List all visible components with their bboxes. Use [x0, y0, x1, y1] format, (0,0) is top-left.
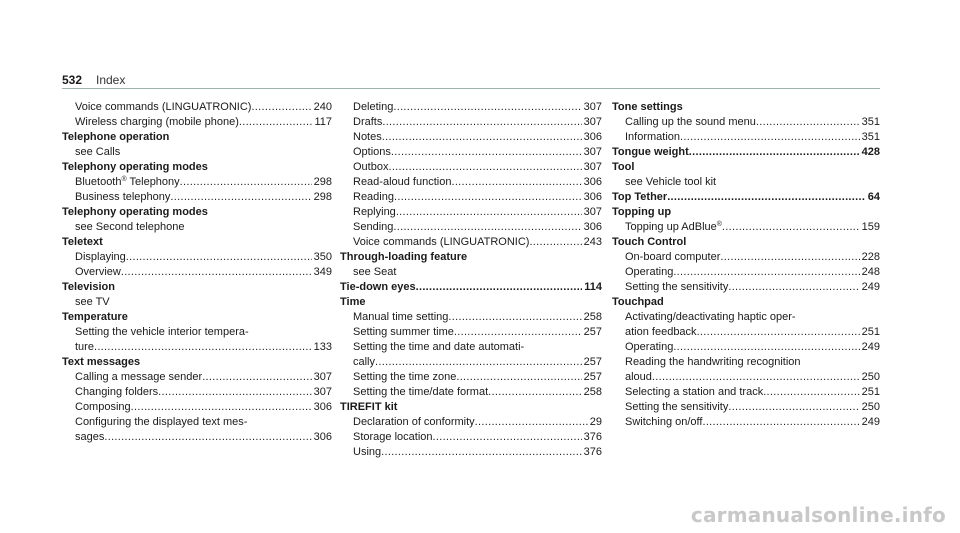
entry-label: cally	[353, 356, 376, 368]
index-column-2	[340, 100, 602, 460]
page-ref: 307	[313, 386, 332, 398]
index-subentry: Configuring the displayed text mes-	[75, 416, 248, 428]
entry-label: Information	[625, 131, 681, 143]
page-ref: 306	[583, 176, 602, 188]
page-ref: 307	[583, 146, 602, 158]
entry-text	[625, 415, 702, 430]
dot-leader	[381, 445, 582, 460]
section-title: Index	[96, 73, 126, 87]
dot-leader	[393, 220, 581, 235]
index-heading: Temperature	[62, 311, 128, 323]
entry-label: Overview	[75, 266, 121, 278]
entry-label: Reading	[353, 191, 394, 203]
dot-leader	[393, 100, 581, 115]
entry-label: Calling a message sender	[75, 371, 203, 383]
dot-leader	[388, 160, 581, 175]
entry-text	[353, 355, 375, 370]
dot-leader	[756, 115, 860, 130]
page-ref: 64	[867, 191, 880, 203]
index-heading: Tool	[612, 161, 635, 173]
page-ref: 428	[861, 146, 880, 158]
entry-label: Read-aloud function	[353, 176, 452, 188]
dot-leader	[394, 190, 582, 205]
dot-leader	[702, 415, 859, 430]
index-entry	[612, 325, 880, 340]
index-entry	[62, 175, 332, 190]
page-ref: 251	[861, 386, 880, 398]
index-heading: Time	[340, 296, 366, 308]
index-entry	[340, 415, 602, 430]
entry-text	[340, 280, 416, 295]
index-entry	[612, 280, 880, 295]
index-entry	[62, 340, 332, 355]
entry-text	[625, 130, 680, 145]
index-heading: Text messages	[62, 356, 141, 368]
index-entry	[62, 115, 332, 130]
dot-leader	[170, 190, 311, 205]
index-entry	[612, 415, 880, 430]
index-entry	[612, 220, 880, 235]
index-heading: Telephony operating modes	[62, 206, 208, 218]
index-entry	[340, 160, 602, 175]
index-entry	[340, 385, 602, 400]
index-entry	[612, 340, 880, 355]
page-ref: 307	[583, 161, 602, 173]
entry-text	[625, 280, 728, 295]
index-entry	[340, 325, 602, 340]
dot-leader	[396, 205, 582, 220]
index-heading-entry	[340, 280, 602, 295]
page-ref: 307	[583, 206, 602, 218]
index-entry	[612, 385, 880, 400]
dot-leader	[121, 265, 312, 280]
index-entry	[62, 400, 332, 415]
index-entry	[612, 130, 880, 145]
index-entry	[340, 430, 602, 445]
page-header	[62, 72, 880, 89]
dot-leader	[416, 280, 583, 295]
entry-label: Options	[353, 146, 391, 158]
index-heading: Teletext	[62, 236, 103, 248]
index-entry	[62, 265, 332, 280]
entry-text	[353, 160, 388, 175]
entry-text	[353, 220, 393, 235]
index-heading: Through-loading feature	[340, 251, 468, 263]
entry-label: Tongue weight	[612, 146, 689, 158]
index-entry	[340, 355, 602, 370]
page-ref: 258	[583, 311, 602, 323]
entry-text	[75, 190, 170, 205]
page-ref: 249	[861, 281, 880, 293]
entry-text	[353, 115, 382, 130]
dot-leader	[728, 280, 859, 295]
entry-text	[353, 385, 488, 400]
entry-label: Operating	[625, 266, 674, 278]
index-entry	[340, 100, 602, 115]
index-entry	[340, 145, 602, 160]
page-ref: 307	[313, 371, 332, 383]
entry-label: Top Tether	[612, 191, 668, 203]
dot-leader	[667, 190, 866, 205]
index-heading: Topping up	[612, 206, 672, 218]
entry-text	[625, 250, 720, 265]
entry-text	[353, 370, 456, 385]
entry-label: Business telephony	[75, 191, 171, 203]
dot-leader	[456, 370, 581, 385]
index-entry	[340, 220, 602, 235]
dot-leader	[202, 370, 311, 385]
page-ref: 306	[583, 191, 602, 203]
entry-label: Replying	[353, 206, 396, 218]
entry-text	[353, 205, 396, 220]
dot-leader	[126, 250, 312, 265]
entry-text	[625, 325, 697, 340]
entry-text	[75, 100, 251, 115]
entry-text	[353, 235, 529, 250]
entry-text	[625, 265, 673, 280]
page-ref: 257	[583, 326, 602, 338]
entry-text	[353, 430, 433, 445]
entry-label: Setting summer time	[353, 326, 454, 338]
dot-leader	[94, 340, 312, 355]
entry-label: Manual time setting	[353, 311, 449, 323]
page-ref: 298	[313, 191, 332, 203]
index-column-3	[612, 100, 880, 430]
entry-text	[353, 100, 393, 115]
entry-text	[353, 325, 454, 340]
index-entry	[62, 370, 332, 385]
index-entry	[62, 190, 332, 205]
page-ref: 307	[583, 116, 602, 128]
index-heading: Telephony operating modes	[62, 161, 208, 173]
dot-leader	[382, 130, 582, 145]
index-subentry: see Vehicle tool kit	[625, 176, 717, 188]
index-entry	[340, 370, 602, 385]
page-ref: 29	[589, 416, 602, 428]
entry-label: Setting the sensitivity	[625, 401, 729, 413]
index-entry	[340, 310, 602, 325]
index-subentry: Setting the vehicle interior tempera-	[75, 326, 249, 338]
entry-label: Selecting a station and track	[625, 386, 764, 398]
entry-label: Topping up AdBlue	[625, 221, 717, 233]
entry-text	[625, 115, 756, 130]
dot-leader	[382, 115, 581, 130]
page-ref: 159	[861, 221, 880, 233]
index-entry	[340, 205, 602, 220]
dot-leader	[763, 385, 859, 400]
entry-text	[625, 220, 722, 235]
entry-text	[353, 415, 475, 430]
dot-leader	[454, 325, 582, 340]
entry-label: Outbox	[353, 161, 389, 173]
dot-leader	[689, 145, 860, 160]
index-entry	[340, 190, 602, 205]
dot-leader	[433, 430, 582, 445]
page-ref: 117	[314, 116, 332, 128]
index-entry	[62, 250, 332, 265]
index-subentry: see Calls	[75, 146, 121, 158]
index-entry	[340, 235, 602, 250]
page-ref: 306	[313, 401, 332, 413]
dot-leader	[131, 400, 312, 415]
entry-label: ation feedback	[625, 326, 697, 338]
dot-leader	[239, 115, 313, 130]
dot-leader	[728, 400, 859, 415]
entry-label: Voice commands (LINGUATRONIC)	[353, 236, 530, 248]
entry-text	[625, 340, 673, 355]
page-ref: 351	[861, 116, 880, 128]
page-ref: 257	[583, 371, 602, 383]
dot-leader	[697, 325, 860, 340]
entry-text	[353, 310, 448, 325]
entry-label: Displaying	[75, 251, 126, 263]
dot-leader	[448, 310, 581, 325]
registered-mark: ®	[716, 221, 722, 228]
page-ref: 376	[583, 431, 602, 443]
index-entry	[340, 130, 602, 145]
entry-label: Notes	[353, 131, 382, 143]
dot-leader	[722, 220, 860, 235]
entry-label: Setting the time/date format	[353, 386, 489, 398]
entry-text	[353, 145, 391, 160]
dot-leader	[720, 250, 859, 265]
entry-label: Switching on/off	[625, 416, 703, 428]
page-ref: 250	[861, 371, 880, 383]
page-ref: 306	[313, 431, 332, 443]
entry-text	[353, 190, 394, 205]
index-entry	[62, 430, 332, 445]
entry-label: Voice commands (LINGUATRONIC)	[75, 101, 252, 113]
index-subentry: see Seat	[353, 266, 397, 278]
entry-label: Storage location	[353, 431, 433, 443]
page-ref: 257	[583, 356, 602, 368]
dot-leader	[451, 175, 581, 190]
dot-leader	[488, 385, 582, 400]
page-ref: 249	[861, 341, 880, 353]
entry-text	[625, 400, 728, 415]
entry-text	[625, 385, 763, 400]
page-ref: 250	[861, 401, 880, 413]
page-number: 532	[62, 73, 83, 87]
entry-text	[75, 400, 131, 415]
index-entry	[612, 265, 880, 280]
index-heading: Touch Control	[612, 236, 687, 248]
entry-label: Wireless charging (mobile phone)	[75, 116, 239, 128]
index-subentry: Reading the handwriting recognition	[625, 356, 801, 368]
page-ref: 349	[313, 266, 332, 278]
index-entry	[340, 445, 602, 460]
entry-label: Setting the sensitivity	[625, 281, 729, 293]
index-heading: Tone settings	[612, 101, 683, 113]
entry-text	[75, 430, 104, 445]
dot-leader	[180, 175, 312, 190]
dot-leader	[251, 100, 311, 115]
index-subentry: Activating/deactivating haptic oper-	[625, 311, 796, 323]
entry-label: Using	[353, 446, 382, 458]
page-ref: 298	[313, 176, 332, 188]
entry-label: Calling up the sound menu	[625, 116, 756, 128]
entry-label: Sending	[353, 221, 394, 233]
page-ref: 240	[313, 101, 332, 113]
dot-leader	[158, 385, 311, 400]
entry-text	[75, 370, 202, 385]
entry-label: Tie-down eyes	[340, 281, 416, 293]
dot-leader	[529, 235, 581, 250]
entry-text	[353, 175, 451, 190]
entry-label: Changing folders	[75, 386, 159, 398]
page-ref: 307	[583, 101, 602, 113]
dot-leader	[391, 145, 582, 160]
page-ref: 248	[861, 266, 880, 278]
page-ref: 306	[583, 131, 602, 143]
index-subentry: Setting the time and date automati-	[353, 341, 525, 353]
entry-label: Setting the time zone	[353, 371, 457, 383]
index-entry	[612, 400, 880, 415]
page-ref: 251	[861, 326, 880, 338]
index-entry	[612, 115, 880, 130]
entry-label: Deleting	[353, 101, 394, 113]
entry-text	[75, 265, 121, 280]
page-ref: 376	[583, 446, 602, 458]
entry-text	[625, 370, 652, 385]
watermark-logo: carmanualsonline.info	[690, 503, 946, 527]
page-ref: 133	[313, 341, 332, 353]
entry-label: Composing	[75, 401, 131, 413]
index-subentry: see Second telephone	[75, 221, 185, 233]
entry-label: ture	[75, 341, 94, 353]
entry-label-cont: Telephony	[126, 176, 180, 188]
index-subentry: see TV	[75, 296, 110, 308]
page-ref: 306	[583, 221, 602, 233]
index-heading: Touchpad	[612, 296, 664, 308]
page-ref: 243	[583, 236, 602, 248]
index-entry	[612, 370, 880, 385]
page-ref: 351	[861, 131, 880, 143]
entry-label: Operating	[625, 341, 674, 353]
dot-leader	[680, 130, 860, 145]
entry-label: Drafts	[353, 116, 383, 128]
entry-label: aloud	[625, 371, 652, 383]
index-entry	[62, 100, 332, 115]
index-entry	[612, 250, 880, 265]
page-ref: 258	[583, 386, 602, 398]
index-heading-entry	[612, 145, 880, 160]
entry-text	[75, 250, 126, 265]
entry-text	[75, 385, 158, 400]
index-heading: Telephone operation	[62, 131, 170, 143]
entry-text	[75, 175, 180, 190]
index-entry	[340, 115, 602, 130]
page-ref: 249	[861, 416, 880, 428]
index-heading-entry	[612, 190, 880, 205]
entry-label: sages	[75, 431, 105, 443]
dot-leader	[475, 415, 588, 430]
page-ref: 350	[313, 251, 332, 263]
entry-label: Bluetooth	[75, 176, 122, 188]
dot-leader	[375, 355, 582, 370]
dot-leader	[104, 430, 311, 445]
entry-text	[353, 130, 382, 145]
entry-text	[75, 115, 239, 130]
entry-text	[75, 340, 94, 355]
dot-leader	[673, 340, 859, 355]
index-column-1	[62, 100, 332, 445]
dot-leader	[673, 265, 859, 280]
page-ref: 228	[861, 251, 880, 263]
entry-text	[612, 145, 689, 160]
entry-text	[353, 445, 381, 460]
index-heading: TIREFIT kit	[340, 401, 398, 413]
index-entry	[62, 385, 332, 400]
index-entry	[340, 175, 602, 190]
dot-leader	[652, 370, 860, 385]
entry-label: On-board computer	[625, 251, 721, 263]
page-ref: 114	[584, 281, 602, 293]
index-heading: Television	[62, 281, 115, 293]
registered-mark: ®	[121, 176, 127, 183]
entry-text	[612, 190, 667, 205]
entry-label: Declaration of conformity	[353, 416, 475, 428]
